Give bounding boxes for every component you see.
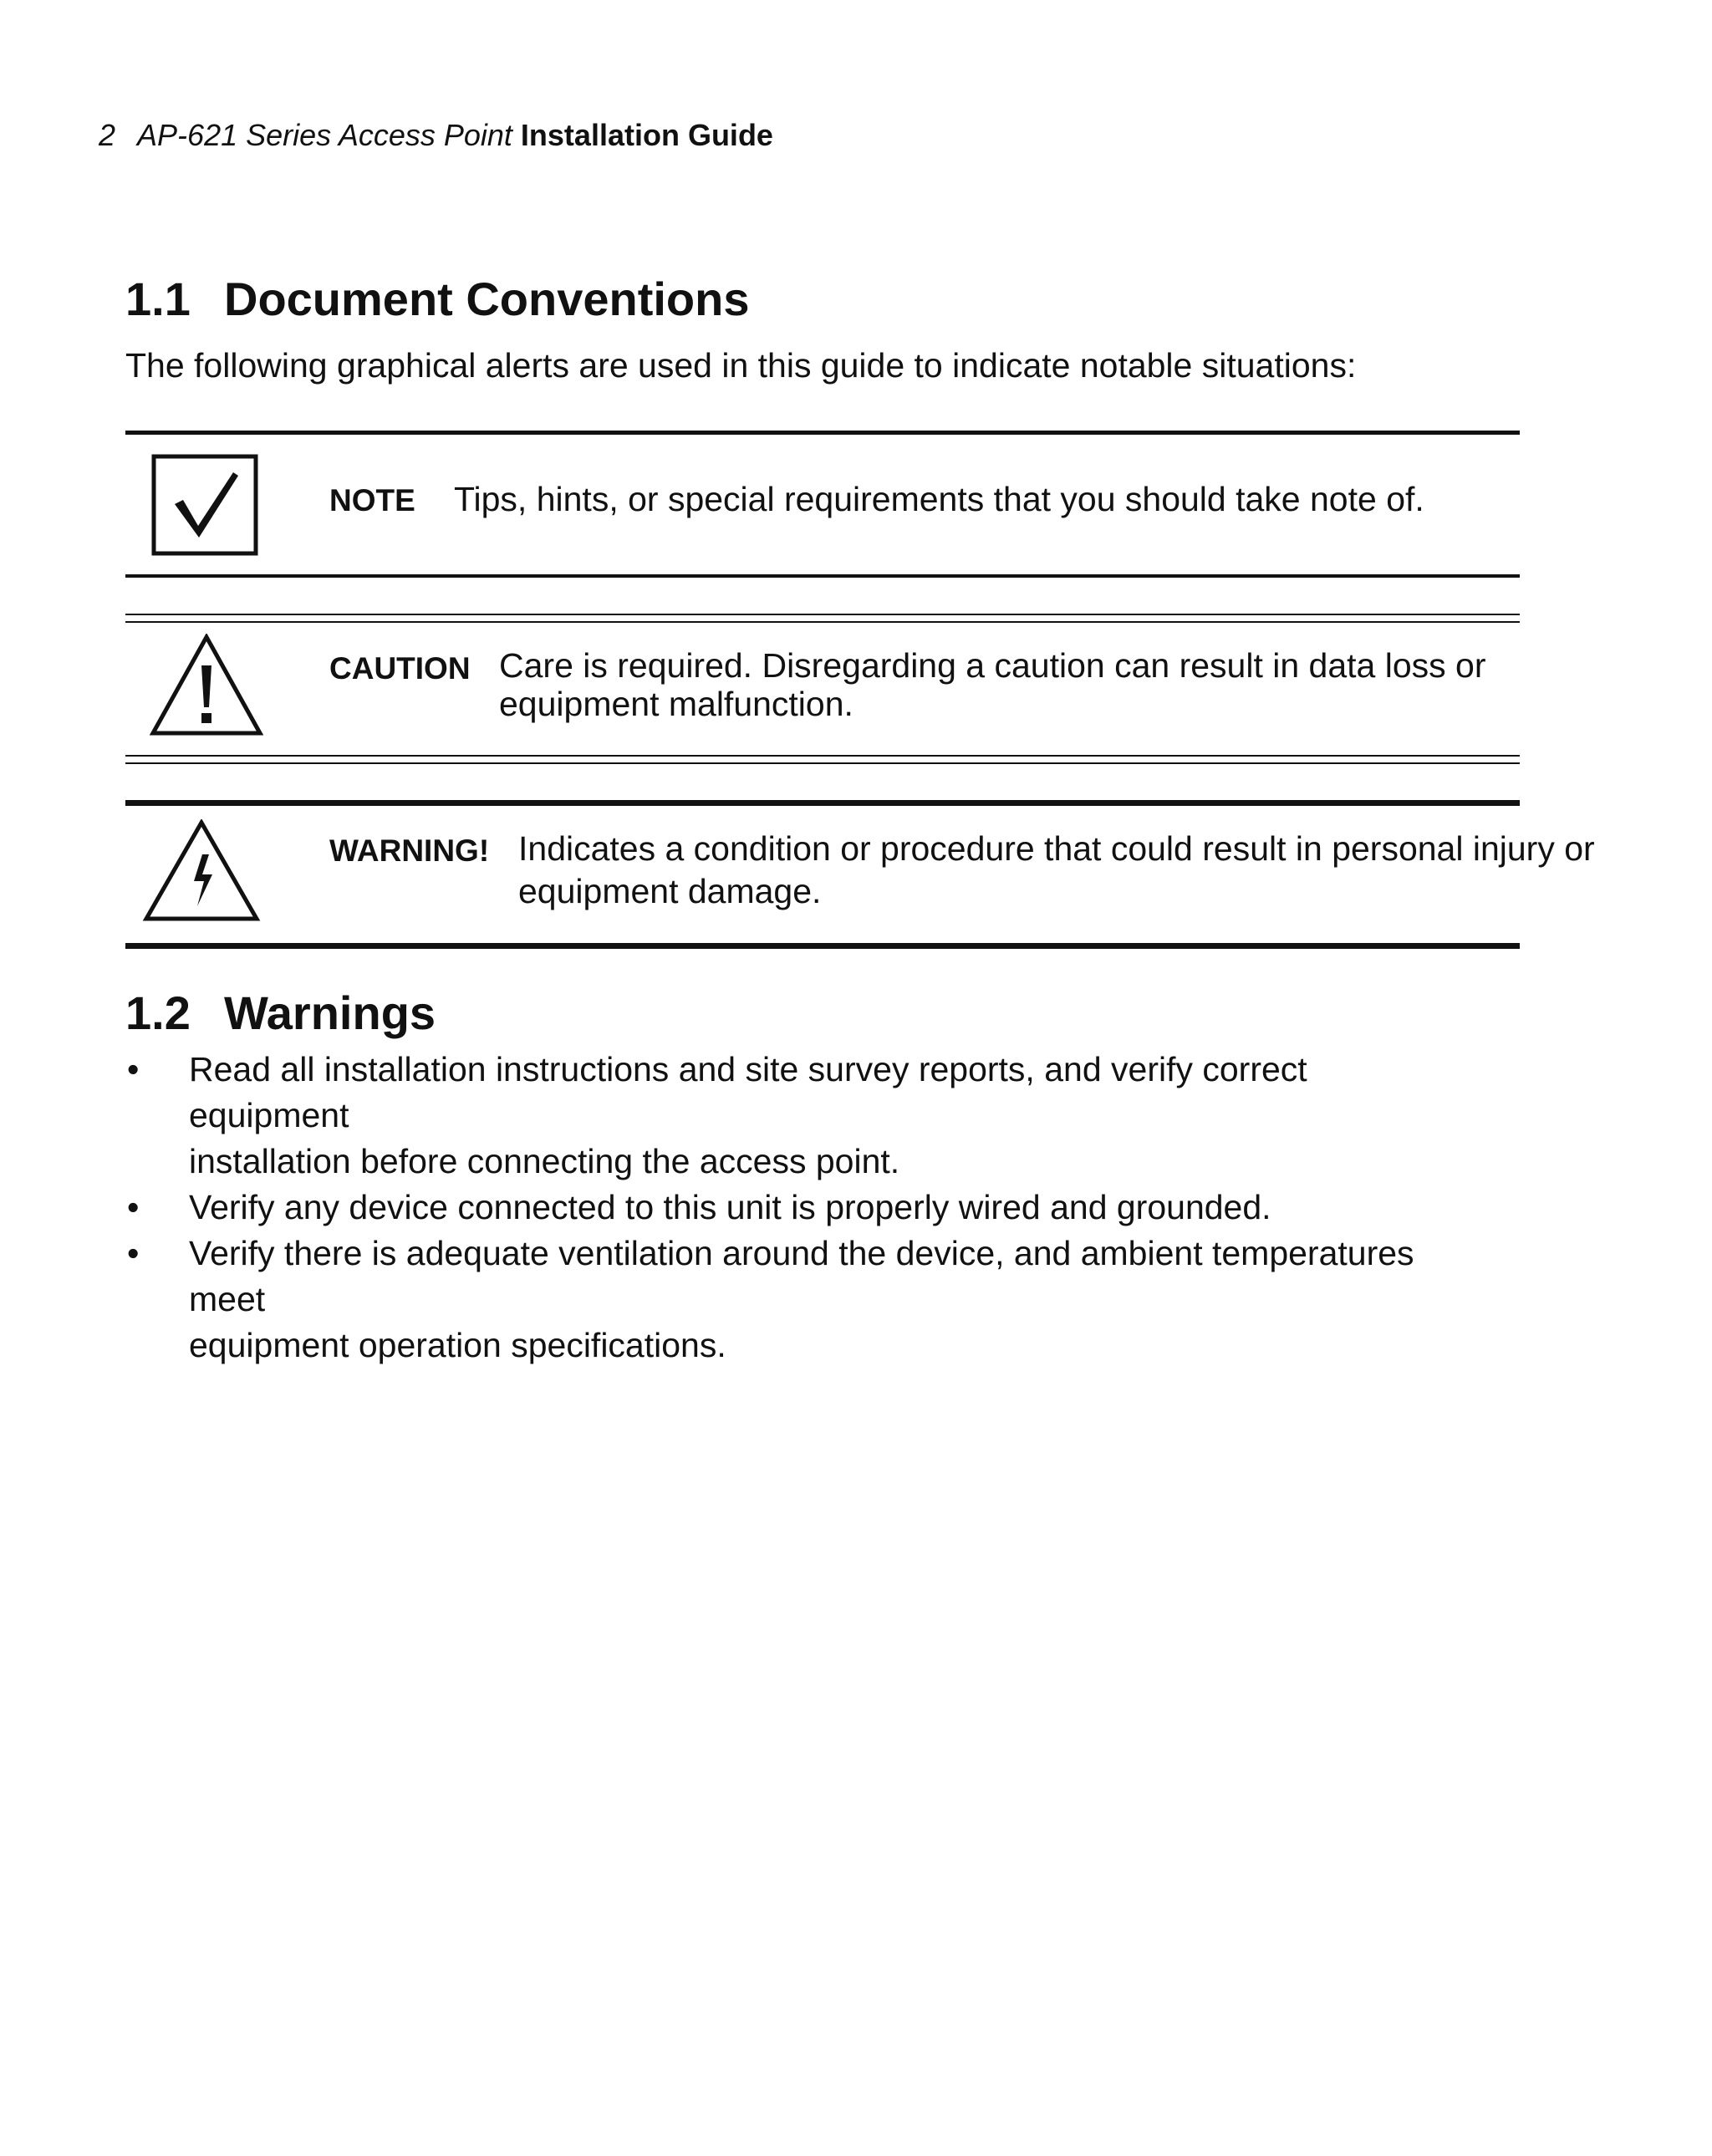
list-item-line: installation before connecting the access point. — [189, 1142, 900, 1180]
section-title: Document Conventions — [224, 273, 750, 325]
alert-text-line: Tips, hints, or special requirements that you should take note of. — [454, 480, 1424, 518]
list-item-line: Read all installation instructions and site survey reports, and verify correct equipment — [189, 1050, 1307, 1134]
caution-bottom-rule-1 — [125, 755, 1520, 757]
warnings-list — [125, 1047, 1429, 1369]
alert-text-line: Care is required. Disregarding a caution can result in data loss or — [499, 646, 1486, 685]
alert-label-warning: WARNING! — [329, 833, 490, 868]
alert-text-line: Indicates a condition or procedure that could result in personal injury or — [518, 829, 1595, 868]
alert-text-line: equipment damage. — [518, 872, 822, 910]
alert-text-caution — [499, 646, 1486, 723]
list-item-line: equipment operation specifications. — [189, 1326, 726, 1364]
section-number: 1.1 — [125, 273, 191, 325]
note-top-rule — [125, 431, 1520, 435]
section-heading-warnings — [125, 986, 436, 1040]
page-number: 2 — [99, 118, 116, 152]
section-title: Warnings — [224, 986, 436, 1039]
caution-bottom-rule-2 — [125, 762, 1520, 764]
bullet-icon: • — [127, 1234, 140, 1272]
section-heading-document-conventions — [125, 273, 749, 326]
caution-top-rule-2 — [125, 621, 1520, 623]
note-bottom-rule — [125, 574, 1520, 578]
bullet-icon: • — [127, 1188, 140, 1226]
alert-label-caution: CAUTION — [329, 651, 471, 686]
list-item-line: Verify there is adequate ventilation around the device, and ambient temperatures meet — [189, 1234, 1414, 1318]
running-header — [99, 117, 773, 154]
book-title: AP-621 Series Access Point — [137, 118, 512, 152]
list-item — [125, 1185, 1429, 1231]
alert-text-note — [454, 479, 1424, 519]
section-number: 1.2 — [125, 986, 191, 1039]
warning-bottom-rule — [125, 943, 1520, 949]
list-item — [125, 1231, 1429, 1369]
intro-paragraph: The following graphical alerts are used in this guide to indicate notable situations: — [125, 346, 1357, 385]
warning-top-rule — [125, 800, 1520, 806]
alert-text-warning — [518, 828, 1595, 913]
list-item — [125, 1047, 1429, 1185]
exclamation-triangle-icon — [150, 634, 263, 742]
caution-top-rule-1 — [125, 614, 1520, 615]
lightning-triangle-icon — [142, 819, 261, 927]
guide-label: Installation Guide — [520, 118, 773, 152]
alert-text-line: equipment malfunction. — [499, 685, 853, 723]
alert-label-note: NOTE — [329, 483, 415, 517]
bullet-icon: • — [127, 1050, 140, 1088]
checkmark-icon — [151, 454, 258, 560]
list-item-line: Verify any device connected to this unit is properly wired and grounded. — [189, 1188, 1271, 1226]
